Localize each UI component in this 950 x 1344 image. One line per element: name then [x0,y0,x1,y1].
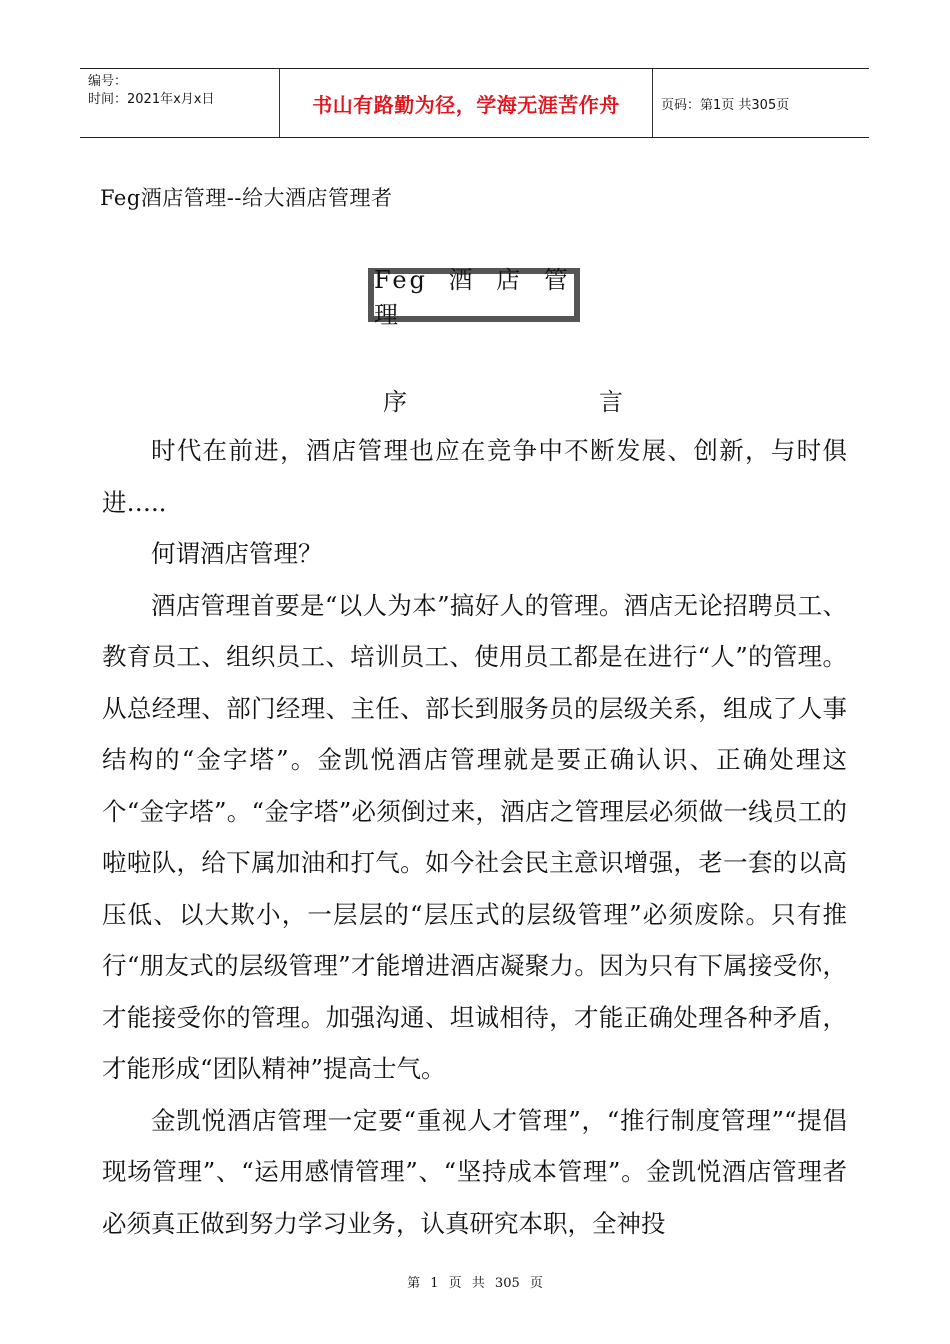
body-text [102,425,847,1249]
page-info-text: 页码：第1页 共305页 [661,97,790,113]
page-footer: 第 1 页 共 305 页 [407,1276,543,1291]
preface-left: 序 [383,388,407,416]
motto-text: 书山有路勤为径，学海无涯苦作舟 [312,92,620,117]
boxed-heading-frame [368,266,580,329]
header-table [80,68,869,138]
number-label: 编号： [88,74,128,89]
header-meta [80,69,280,137]
paragraph: 何谓酒店管理？ [151,539,323,568]
paragraph: 时代在前进，酒店管理也应在竞争中不断发展、创新，与时俱进….． [102,436,847,517]
time-label: 时间：2021年x月x日 [88,92,215,107]
header-page-info [653,69,869,137]
paragraph: 酒店管理首要是“以人为本”搞好人的管理。酒店无论招聘员工、教育员工、组织员工、培训员工、使用员工都是在进行“人”的管理。从总经理、部门经理、主任、部长到服务员的层级关系，组成了人事结构的“金字塔”。金凯悦酒店管理就是要正确认识、正确处理这个“金字塔”。“金字塔”必须倒过来，酒店之管理层必须做一线员工的啦啦队，给下属加油和打气。如今社会民主意识增强，老一套的以高压低、以大欺小，一层层的“层压式的层级管理”必须废除。只有推行“朋友式的层级管理”才能增进酒店凝聚力。因为只有下属接受你，才能接受你的管理。加强沟通、坦诚相待，才能正确处理各种矛盾，才能形成“团队精神”提高士气。 [102,590,847,1083]
preface-heading [383,382,623,417]
document-title: Feg酒店管理--给大酒店管理者 [100,186,393,210]
paragraph: 金凯悦酒店管理一定要“重视人才管理”，“推行制度管理”“提倡现场管理”、“运用感情管理”、“坚持成本管理”。金凯悦酒店管理者必须真正做到努力学习业务，认真研究本职，全神投 [102,1105,847,1238]
boxed-heading: Feg 酒 店 管 理 [374,274,574,316]
preface-right: 言 [599,388,623,416]
header-motto-cell [280,69,653,137]
